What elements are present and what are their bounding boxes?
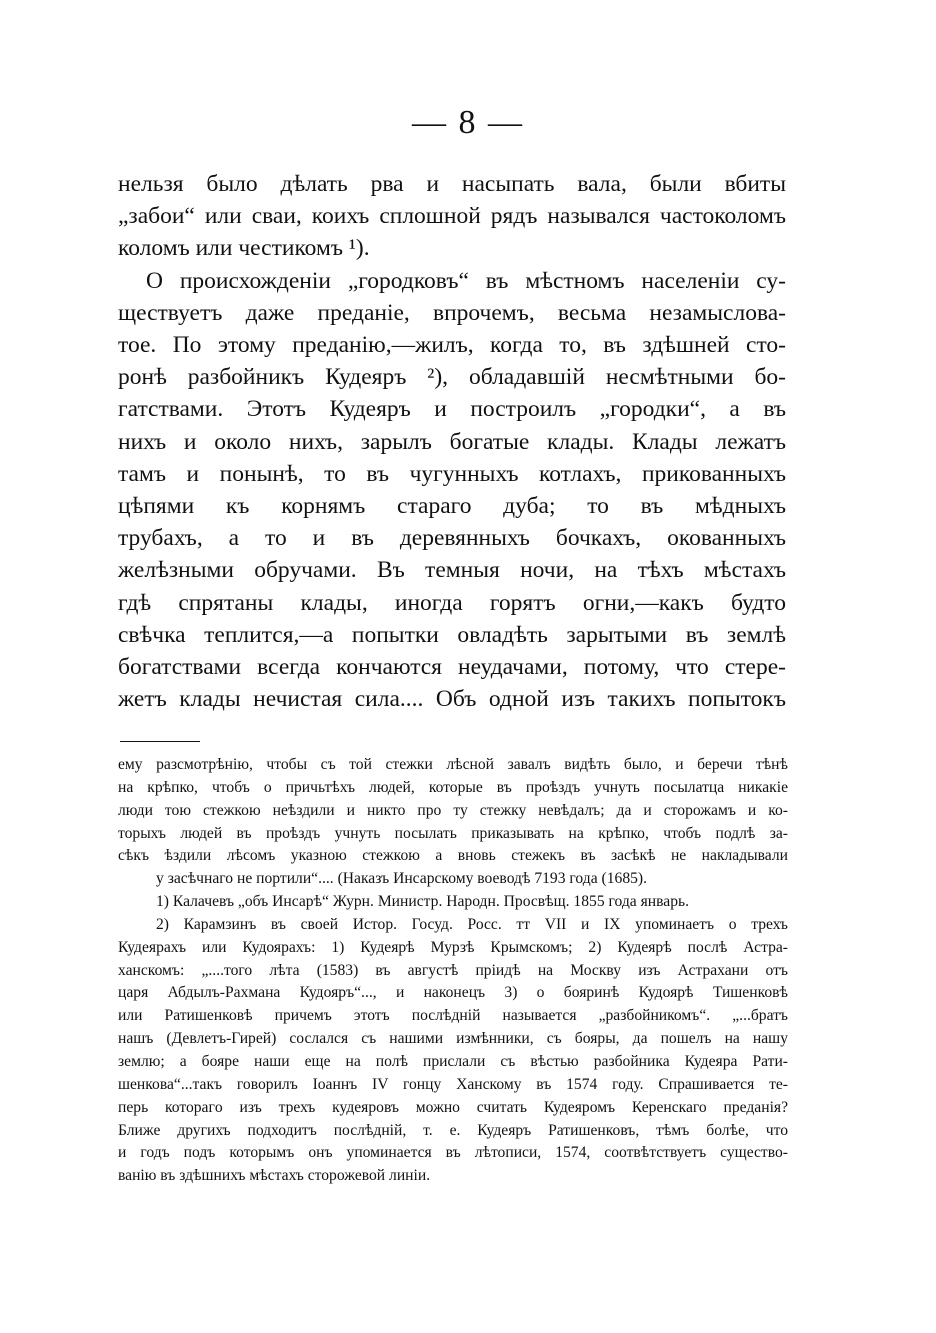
text-line: богатствами всегда кончаются неудачами, потому, что стере- bbox=[118, 654, 786, 681]
footnote-line: ему разсмотрѣнію, чтобы съ той стежки лѣсной завалъ видѣть было, и беречи тѣнѣ bbox=[118, 756, 788, 773]
footnote-line: 2) Карамзинъ въ своей Истор. Госуд. Росс. тт VII и IX упоминаетъ о трехъ bbox=[156, 915, 788, 933]
text-line: трубахъ, а то и въ деревянныхъ бочкахъ, окованныхъ bbox=[118, 525, 786, 552]
footnote-line: Ближе другихъ подходитъ послѣдній, т. е. Кудеяръ Ратишенковъ, тѣмъ болѣе, что bbox=[118, 1121, 788, 1139]
footnote-line: на крѣпко, чтобъ о причьтѣхъ людей, которые въ проѣздъ учнуть посылатца никакіе bbox=[118, 778, 788, 796]
footnote-divider bbox=[120, 741, 200, 742]
footnote-line: шенкова“...такъ говорилъ Іоаннъ IV гонцу Ханскому въ 1574 году. Спрашивается те- bbox=[118, 1075, 788, 1093]
footnote-line: или Ратишенковѣ причемъ этотъ послѣдній называется „разбойникомъ“. „...братъ bbox=[118, 1007, 788, 1025]
text-line: О происхожденіи „городковъ“ въ мѣстномъ населеніи су- bbox=[146, 267, 786, 294]
text-line: нихъ и около нихъ, зарылъ богатые клады. Клады лежатъ bbox=[118, 428, 786, 455]
footnote-line: и годъ подъ которымъ онъ упоминается въ лѣтописи, 1574, соотвѣтствуетъ существо- bbox=[118, 1144, 788, 1162]
text-line: нельзя было дѣлать рва и насыпать вала, были вбиты bbox=[118, 171, 786, 197]
text-line: цѣпями къ корнямъ стараго дуба; то въ мѣдныхъ bbox=[118, 493, 786, 520]
footnote-line: ванію въ здѣшнихъ мѣстахъ сторожевой линіи. bbox=[118, 1167, 431, 1185]
footnote-line: сѣкъ ѣздили лѣсомъ указною стежкою а вновь стежекъ въ засѣкѣ не накладывали bbox=[118, 847, 788, 865]
text-line: жетъ клады нечистая сила.... Объ одной изъ такихъ попытокъ bbox=[118, 686, 786, 713]
footnote-line: ханскомъ: „....того лѣта (1583) въ августѣ пріидѣ на Москву изъ Астрахани отъ bbox=[118, 961, 788, 979]
text-line: тое. По этому преданію,—жилъ, когда то, въ здѣшней сто- bbox=[118, 332, 786, 359]
text-line: тамъ и понынѣ, то въ чугунныхъ котлахъ, прикованныхъ bbox=[118, 460, 786, 487]
footnote-line: люди тою стежкою неѣздили и никто про ту стежку невѣдалъ; да и сторожамъ и ко- bbox=[118, 801, 788, 819]
text-line: желѣзными обручами. Въ темныя ночи, на тѣхъ мѣстахъ bbox=[118, 557, 786, 584]
text-line: „забои“ или сваи, коихъ сплошной рядъ назывался частоколомъ bbox=[118, 203, 786, 230]
text-line: свѣчка теплится,—а попытки овладѣть зарытыми въ землѣ bbox=[118, 621, 786, 648]
footnote-line: у засѣчнаго не портили“.... (Наказъ Инсарскому воеводѣ 7193 года (1685). bbox=[156, 870, 648, 888]
footnote-line: Кудеярахъ или Кудоярахъ: 1) Кудеярѣ Мурзѣ Крымскомъ; 2) Кудеярѣ послѣ Астра- bbox=[118, 938, 788, 956]
text-line: ществуетъ даже преданіе, впрочемъ, весьма незамыслова- bbox=[118, 299, 786, 326]
footnote-line: торыхъ людей въ проѣздъ учнуть посылать приказывать на крѣпко, чтобъ подлѣ за- bbox=[118, 824, 788, 842]
main-text bbox=[118, 168, 786, 715]
text-line: гдѣ спрятаны клады, иногда горятъ огни,—какъ будто bbox=[118, 589, 786, 616]
footnote-line: царя Абдылъ-Рахмана Кудояръ“..., и наконецъ 3) о бояринѣ Кудоярѣ Тишенковѣ bbox=[118, 984, 788, 1002]
text-line: коломъ или честикомъ ¹). bbox=[118, 235, 370, 262]
text-line: ронѣ разбойникъ Кудеяръ ²), обладавшій несмѣтными бо- bbox=[118, 364, 786, 391]
page-number: — 8 — bbox=[412, 104, 524, 141]
footnotes bbox=[118, 754, 788, 1188]
text-line: гатствами. Этотъ Кудеяръ и построилъ „городки“, а въ bbox=[118, 396, 786, 423]
footnote-line: нашъ (Девлетъ-Гирей) сослался съ нашими измѣнники, съ бояры, да пошелъ на нашу bbox=[118, 1030, 788, 1048]
footnote-line: землю; а бояре наши еще на полѣ прислали съ вѣстью разбойника Кудеяра Рати- bbox=[118, 1052, 788, 1070]
footnote-line: 1) Калачевъ „объ Инсарѣ“ Журн. Министр. Народн. Просвѣщ. 1855 года январь. bbox=[156, 893, 690, 911]
footnote-line: перь которагo изъ трехъ кудеяровъ можно считать Кудеяромъ Керенскаго преданія? bbox=[118, 1098, 788, 1116]
